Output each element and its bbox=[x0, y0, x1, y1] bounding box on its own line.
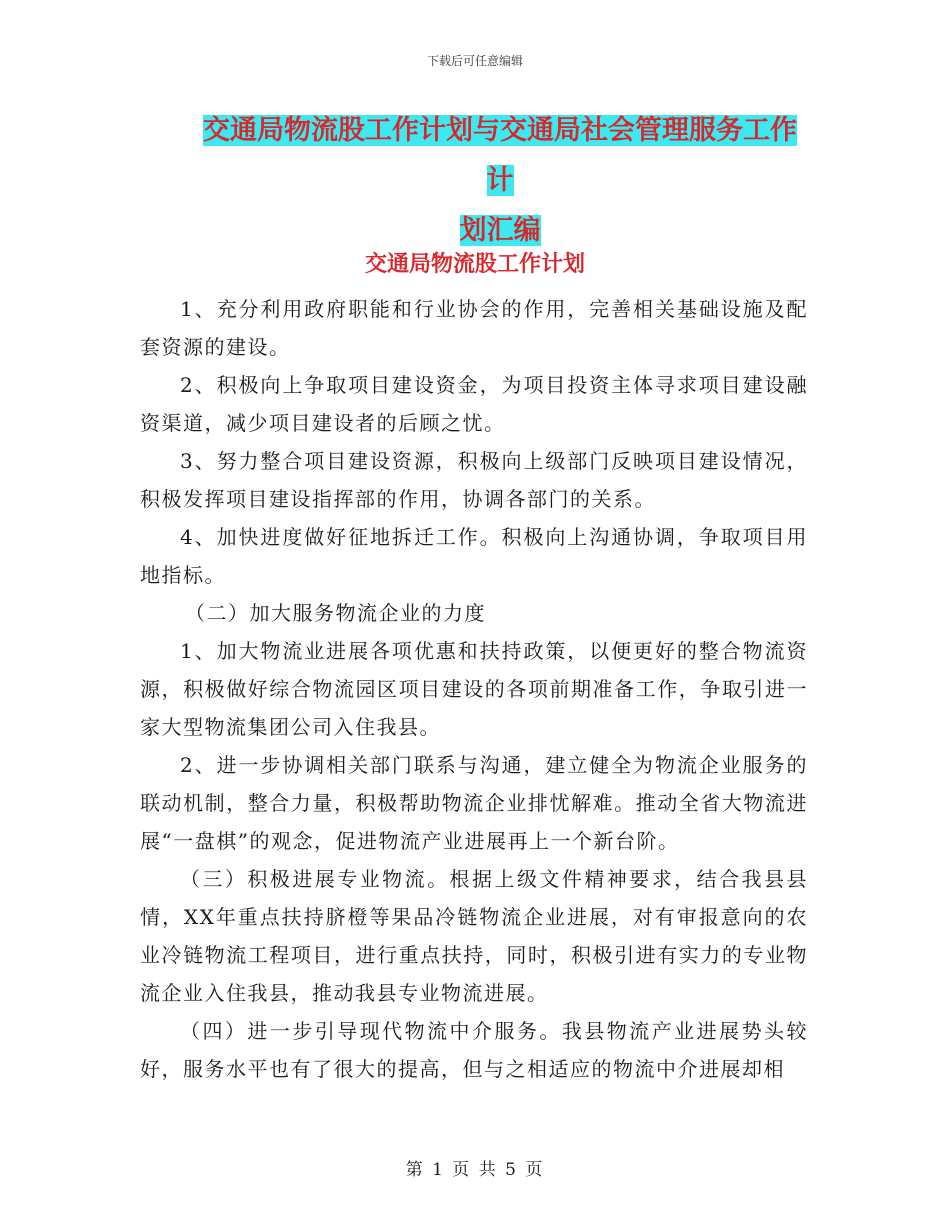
paragraph: 4、加快进度做好征地拆迁工作。积极向上沟通协调，争取项目用地指标。 bbox=[140, 525, 808, 587]
paragraph: 3、努力整合项目建设资源，积极向上级部门反映项目建设情况，积极发挥项目建设指挥部的作用，协调各部门的关系。 bbox=[140, 449, 808, 511]
document-title-line-2: 划汇编 bbox=[459, 215, 541, 246]
paragraph: 2、进一步协调相关部门联系与沟通，建立健全为物流企业服务的联动机制，整合力量，积极帮助物流企业排忧解难。推动全省大物流进展“一盘棋”的观念，促进物流产业进展再上一个新台阶。 bbox=[140, 753, 808, 853]
page-number: 第 1 页 共 5 页 bbox=[405, 1160, 545, 1180]
paragraph: 1、充分利用政府职能和行业协会的作用，完善相关基础设施及配套资源的建设。 bbox=[140, 297, 808, 359]
paragraph: 1、加大物流业进展各项优惠和扶持政策，以便更好的整合物流资源，积极做好综合物流园区项目建设的各项前期准备工作，争取引进一家大型物流集团公司入住我县。 bbox=[140, 639, 808, 739]
paragraph: （三）积极进展专业物流。根据上级文件精神要求，结合我县县情，XX年重点扶持脐橙等果品冷链物流企业进展，对有审报意向的农业冷链物流工程项目，进行重点扶持，同时，积极引进有实力的专业物流企业入住我县，推动我县专业物流进展。 bbox=[140, 867, 808, 1005]
header-note: 下载后可任意编辑 bbox=[426, 54, 523, 68]
document-body bbox=[140, 290, 808, 1088]
paragraph: （四）进一步引导现代物流中介服务。我县物流产业进展势头较好，服务水平也有了很大的提高，但与之相适应的物流中介进展却相 bbox=[140, 1019, 808, 1081]
document-title-line-1: 交通局物流股工作计划与交通局社会管理服务工作计 bbox=[203, 115, 797, 196]
section-title: 交通局物流股工作计划 bbox=[364, 252, 585, 277]
subheading: （二）加大服务物流企业的力度 bbox=[185, 601, 486, 625]
document-title bbox=[190, 106, 810, 256]
paragraph: 2、积极向上争取项目建设资金，为项目投资主体寻求项目建设融资渠道，减少项目建设者的后顾之忧。 bbox=[140, 373, 808, 435]
